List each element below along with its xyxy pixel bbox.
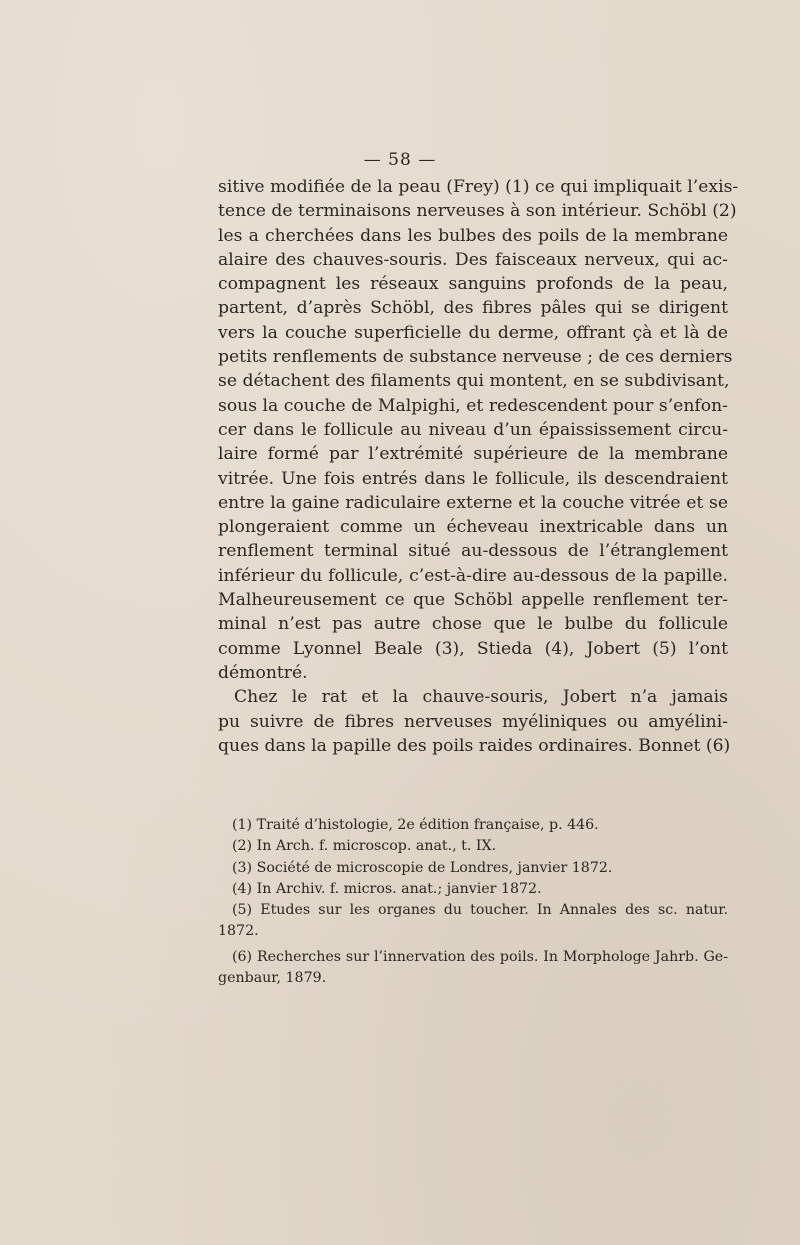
footnote: (5) Etudes sur les organes du toucher. In Annales des sc. natur.	[232, 902, 728, 919]
footnote: (4) In Archiv. f. micros. anat.; janvier 1872.	[232, 880, 542, 897]
text-line: petits renflements de substance nerveuse ; de ces derniers	[218, 347, 733, 368]
text-line: renflement terminal situé au-dessous de l’étranglement	[218, 541, 728, 562]
text-line: tence de terminaisons nerveuses à son intérieur. Schöbl (2)	[218, 201, 737, 222]
footnote: (1) Traité d’histologie, 2e édition française, p. 446.	[232, 817, 599, 833]
footnote-continuation: 1872.	[218, 923, 259, 940]
text-line: inférieur du follicule, c’est-à-dire au-dessous de la papille.	[218, 565, 728, 586]
page-number: — 58 —	[363, 150, 437, 170]
footnote: (2) In Arch. f. microscop. anat., t. IX.	[232, 838, 497, 855]
text-line: sous la couche de Malpighi, et redescendent pour s’enfon-	[218, 395, 728, 416]
text-line: Malheureusement ce que Schöbl appelle renflement ter-	[218, 590, 728, 611]
footnote: (6) Recherches sur l’innervation des poils. In Morphologe Jahrb. Ge-	[232, 948, 728, 965]
footnote-continuation: genbaur, 1879.	[218, 970, 327, 987]
text-line: se détachent des filaments qui montent, en se subdivisant,	[218, 371, 730, 392]
text-line: ques dans la papille des poils raides ordinaires. Bonnet (6)	[218, 735, 731, 756]
text-line: plongeraient comme un écheveau inextricable dans un	[218, 517, 728, 538]
text-line: sitive modifiée de la peau (Frey) (1) ce qui impliquait l’exis-	[218, 177, 739, 197]
text-line: vitrée. Une fois entrés dans le follicule, ils descendraient	[218, 468, 728, 489]
text-line: laire formé par l’extrémité supérieure de la membrane	[218, 444, 728, 465]
text-line: cer dans le follicule au niveau d’un épaississement circu-	[218, 419, 728, 440]
footnotes	[218, 815, 728, 989]
text-line: les a cherchées dans les bulbes des poils de la membrane	[218, 225, 728, 246]
text-line: comme Lyonnel Beale (3), Stieda (4), Jobert (5) l’ont	[218, 638, 728, 659]
text-line: vers la couche superficielle du derme, offrant çà et là de	[218, 322, 728, 343]
text-line: alaire des chauves-souris. Des faisceaux nerveux, qui ac-	[218, 249, 728, 270]
text-line: partent, d’après Schöbl, des fibres pâles qui se dirigent	[218, 298, 728, 319]
footnote: (3) Société de microscopie de Londres, janvier 1872.	[232, 859, 613, 876]
text-line: entre la gaine radiculaire externe et la couche vitrée et se	[218, 492, 728, 513]
main-paragraph	[218, 175, 739, 758]
text-line: Chez le rat et la chauve-souris, Jobert n’a jamais	[234, 687, 728, 708]
text-line: compagnent les réseaux sanguins profonds de la peau,	[218, 274, 728, 295]
text-line: démontré.	[218, 662, 308, 683]
text-line: minal n’est pas autre chose que le bulbe du follicule	[218, 614, 728, 635]
text-line: pu suivre de fibres nerveuses myéliniques ou amyélini-	[218, 711, 728, 732]
